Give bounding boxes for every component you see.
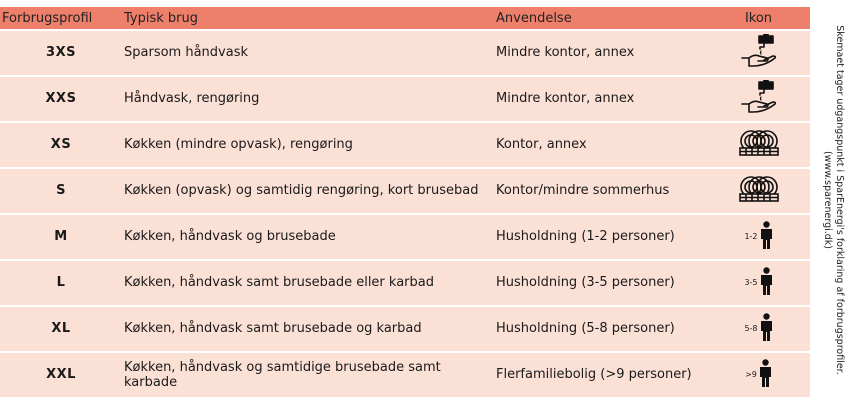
application-text: Kontor, annex <box>496 137 587 153</box>
application-text: Flerfamiliebolig (>9 personer) <box>496 367 692 383</box>
persons-label: 3-5 <box>744 278 758 288</box>
person-icon <box>760 267 773 299</box>
header-icon: Ikon <box>744 10 773 26</box>
usage-text: Håndvask, rengøring <box>124 91 260 107</box>
row-icon <box>721 174 796 208</box>
profile-code: 3XS <box>46 45 76 61</box>
usage-text: Køkken (opvask) og samtidig rengøring, kort brusebad <box>124 183 479 199</box>
application-text: Mindre kontor, annex <box>496 45 635 61</box>
profile-code: XL <box>51 321 71 337</box>
header-application: Anvendelse <box>496 10 572 26</box>
profile-code: S <box>56 183 66 199</box>
table-header <box>0 7 810 29</box>
row-icon <box>721 80 796 118</box>
persons-label: 5-8 <box>744 324 758 334</box>
dish-rack-icon <box>738 174 780 208</box>
application-text: Kontor/mindre sommerhus <box>496 183 670 199</box>
table-row <box>0 307 810 352</box>
row-icon <box>721 267 796 299</box>
row-icon <box>721 128 796 162</box>
hand-tap-icon <box>740 34 778 72</box>
usage-text: Køkken, håndvask og brusebade <box>124 229 336 245</box>
profile-code: XXS <box>45 91 77 107</box>
usage-text: Køkken, håndvask og samtidige brusebade samt karbade <box>124 359 441 390</box>
consumption-profile-table <box>0 7 810 397</box>
table-row <box>0 215 810 260</box>
side-note-line2: (www.sparenergi.dk) <box>822 150 833 250</box>
usage-text: Køkken, håndvask samt brusebade eller karbad <box>124 275 434 291</box>
usage-text: Køkken (mindre opvask), rengøring <box>124 137 353 153</box>
dish-rack-icon <box>738 128 780 162</box>
header-profile: Forbrugsprofil <box>2 10 93 26</box>
profile-code: M <box>54 229 68 245</box>
header-usage: Typisk brug <box>124 10 198 26</box>
table-row <box>0 169 810 214</box>
row-icon <box>721 221 796 253</box>
application-text: Husholdning (1-2 personer) <box>496 229 675 245</box>
side-note-line1: Skemaet tager udgangspunkt i SparEnergi's forklaring af forbrugsprofiler. <box>834 25 845 375</box>
person-icon <box>760 313 773 345</box>
table-row <box>0 261 810 306</box>
table-row <box>0 123 810 168</box>
table-body <box>0 31 810 398</box>
application-text: Mindre kontor, annex <box>496 91 635 107</box>
row-icon <box>721 359 796 391</box>
profile-code: XXL <box>46 367 76 383</box>
profile-code: L <box>56 275 66 291</box>
hand-tap-icon <box>740 80 778 118</box>
usage-text: Sparsom håndvask <box>124 45 248 61</box>
application-text: Husholdning (5-8 personer) <box>496 321 675 337</box>
person-icon <box>759 359 772 391</box>
persons-label: 1-2 <box>744 232 758 242</box>
table-row <box>0 77 810 122</box>
application-text: Husholdning (3-5 personer) <box>496 275 675 291</box>
persons-label: >9 <box>745 370 757 380</box>
table-row <box>0 31 810 76</box>
usage-text: Køkken, håndvask samt brusebade og karbad <box>124 321 422 337</box>
row-icon <box>721 313 796 345</box>
row-icon <box>721 34 796 72</box>
person-icon <box>760 221 773 253</box>
table-row <box>0 353 810 398</box>
profile-code: XS <box>50 137 72 153</box>
